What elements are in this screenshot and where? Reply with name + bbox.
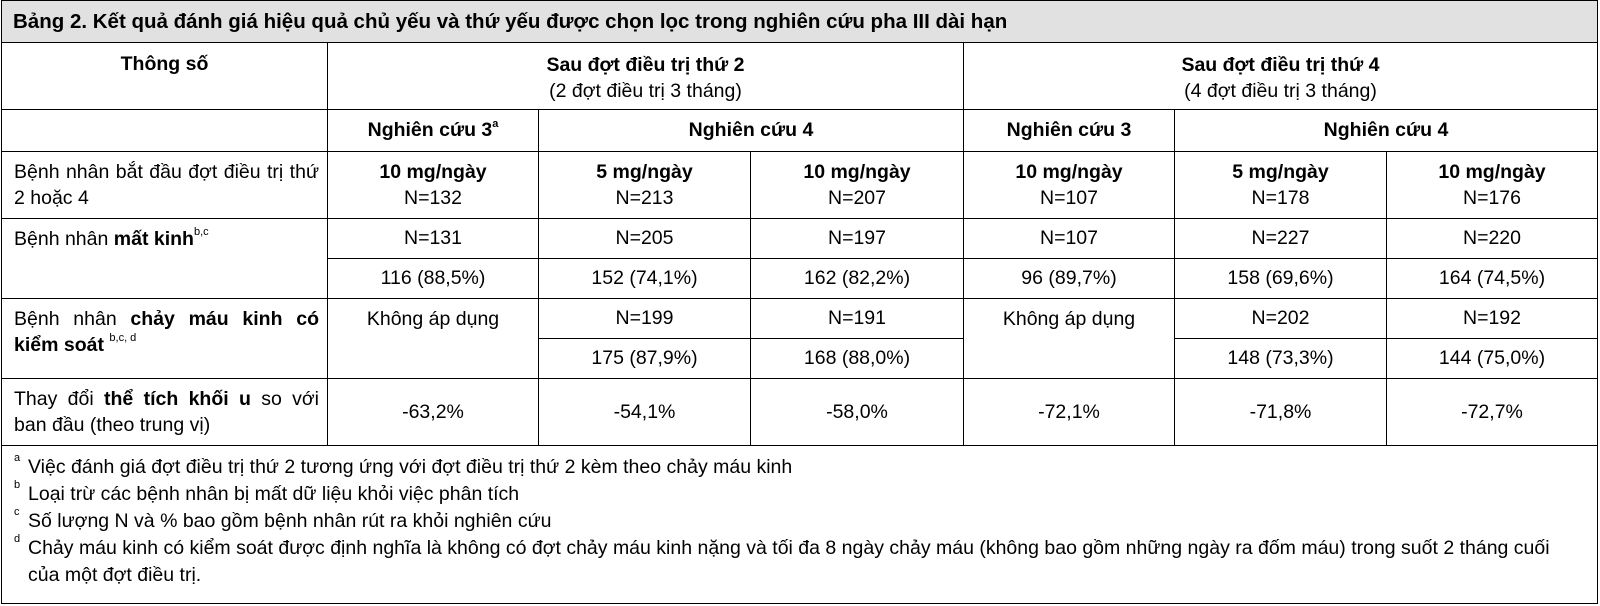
table-cell: N=220 [1387, 218, 1598, 258]
header-param: Thông số [2, 43, 328, 109]
table-cell: 175 (87,9%) [539, 338, 751, 378]
table-cell-not-applicable: Không áp dụng [964, 298, 1175, 378]
footnote-b: b Loại trừ các bệnh nhân bị mất dữ liệu khỏi việc phân tích [14, 478, 520, 505]
table-row-amenorrhea-n [2, 218, 1598, 258]
header-row-studies [2, 109, 1598, 151]
row-label-amenorrhea: Bệnh nhân mất kinh$^{b,c}$ [2, 218, 328, 298]
table-cell: 152 (74,1%) [539, 258, 751, 298]
table-cell-not-applicable: Không áp dụng [328, 298, 539, 378]
table-cell: N=131 [328, 218, 539, 258]
footnote-c: c Số lượng N và % bao gồm bệnh nhân rút ra khỏi nghiên cứu [14, 505, 552, 532]
table-figure [1, 0, 1598, 604]
table-row-controlled-n [2, 298, 1598, 338]
header-study3-cycle2: Nghiên cứu 3$^a$ [328, 109, 539, 151]
table-cell: N=197 [751, 218, 964, 258]
table-cell: 162 (82,2%) [751, 258, 964, 298]
header-group-cycle4 [964, 43, 1598, 109]
results-table [1, 43, 1598, 446]
row-label-controlled: Bệnh nhân chảy máu kinh có kiểm soát $^{b,c, d}$ [2, 298, 328, 378]
table-cell: N=192 [1387, 298, 1598, 338]
table-cell: N=199 [539, 298, 751, 338]
header-study4-cycle4: Nghiên cứu 4 [1175, 109, 1598, 151]
table-cell: 10 mg/ngày N=207 [751, 151, 964, 218]
table-row-start [2, 151, 1598, 218]
table-cell: 148 (73,3%) [1175, 338, 1387, 378]
table-cell: N=191 [751, 298, 964, 338]
table-cell: -72,1% [964, 378, 1175, 445]
table-cell: N=202 [1175, 298, 1387, 338]
table-caption: Bảng 2. Kết quả đánh giá hiệu quả chủ yếu và thứ yếu được chọn lọc trong nghiên cứu pha III dài hạn [2, 1, 1597, 43]
row-label-volume: Thay đổi thể tích khối u so với ban đầu (theo trung vị) [2, 378, 328, 445]
header-group-cycle4-sub: (4 đợt điều trị 3 tháng) [1184, 79, 1377, 102]
row-label-start: Bệnh nhân bắt đầu đợt điều trị thứ 2 hoặc 4 [2, 151, 328, 218]
table-cell: 116 (88,5%) [328, 258, 539, 298]
table-cell: 144 (75,0%) [1387, 338, 1598, 378]
footnote-mark: b,c, d [109, 332, 137, 344]
footnote-a: a Việc đánh giá đợt điều trị thứ 2 tương ứng với đợt điều trị thứ 2 kèm theo chảy máu kinh [14, 451, 793, 478]
table-cell: -63,2% [328, 378, 539, 445]
footnote-mark: a [492, 117, 499, 130]
header-group-cycle2-title: Sau đợt điều trị thứ 2 [546, 53, 745, 76]
header-group-cycle4-title: Sau đợt điều trị thứ 4 [1181, 53, 1380, 76]
table-cell: 168 (88,0%) [751, 338, 964, 378]
header-group-cycle2-sub: (2 đợt điều trị 3 tháng) [549, 79, 742, 102]
table-cell: -58,0% [751, 378, 964, 445]
table-cell: 10 mg/ngày N=176 [1387, 151, 1598, 218]
table-cell: 10 mg/ngày N=132 [328, 151, 539, 218]
header-study3-cycle4: Nghiên cứu 3 [964, 109, 1175, 151]
table-cell: 10 mg/ngày N=107 [964, 151, 1175, 218]
table-cell: 5 mg/ngày N=178 [1175, 151, 1387, 218]
table-cell: N=227 [1175, 218, 1387, 258]
header-empty-cell [2, 109, 328, 151]
table-cell: 158 (69,6%) [1175, 258, 1387, 298]
table-row-volume [2, 378, 1598, 445]
table-cell: -72,7% [1387, 378, 1598, 445]
table-cell: 5 mg/ngày N=213 [539, 151, 751, 218]
table-cell: 96 (89,7%) [964, 258, 1175, 298]
header-study4-cycle2: Nghiên cứu 4 [539, 109, 964, 151]
footnote-d: d Chảy máu kinh có kiểm soát được định nghĩa là không có đợt chảy máu kinh nặng và tối đa 8 ngày chảy máu (không bao gồm những ngày ra đốm máu) trong suốt 2 tháng cuối của một đợt điều trị. [14, 532, 1550, 586]
table-cell: -54,1% [539, 378, 751, 445]
footnotes [2, 446, 1597, 589]
footnote-mark: b,c [193, 226, 209, 238]
table-cell: N=107 [964, 218, 1175, 258]
header-group-cycle2 [328, 43, 964, 109]
table-cell: 164 (74,5%) [1387, 258, 1598, 298]
table-cell: -71,8% [1175, 378, 1387, 445]
table-cell: N=205 [539, 218, 751, 258]
header-row-groups [2, 43, 1598, 109]
